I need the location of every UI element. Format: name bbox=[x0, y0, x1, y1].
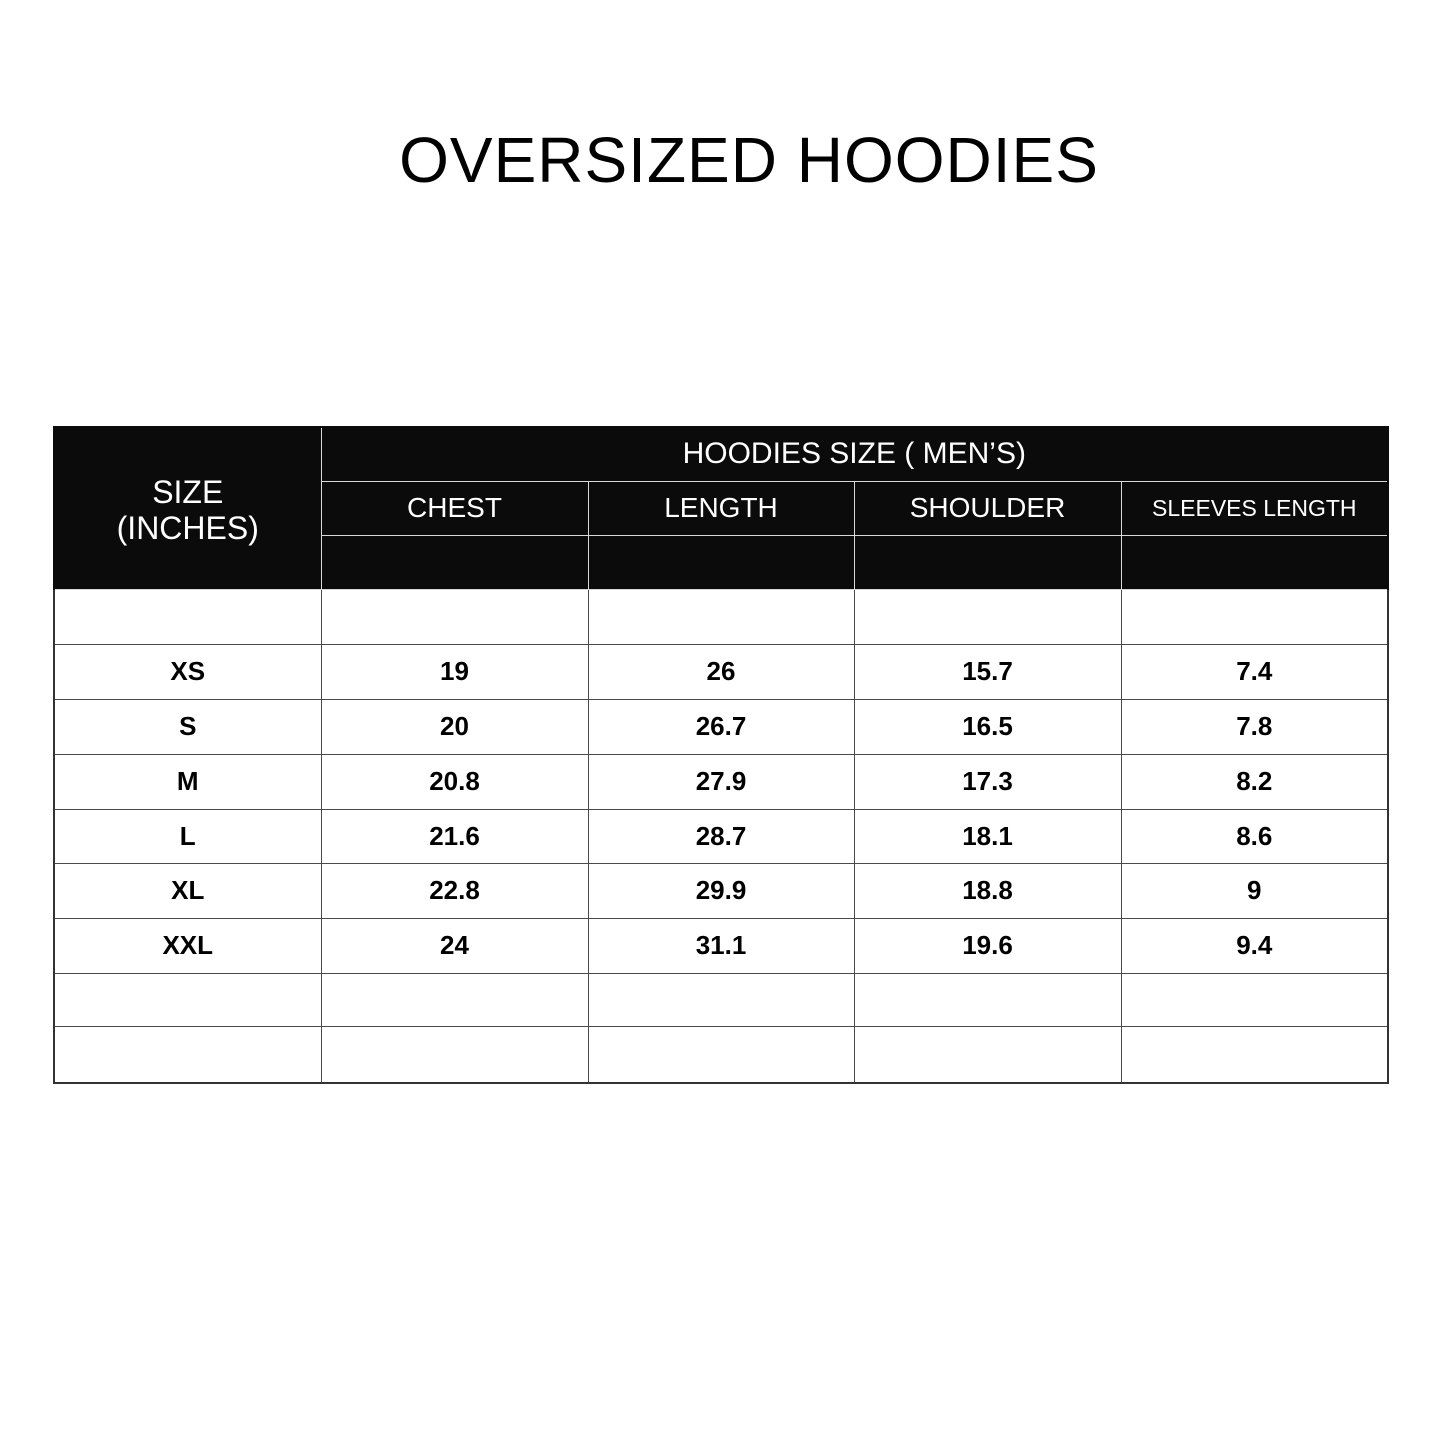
cell-shoulder: 15.7 bbox=[854, 644, 1121, 699]
cell-size bbox=[54, 589, 321, 644]
cell-sleeves bbox=[1121, 1026, 1388, 1083]
column-header-shoulder: SHOULDER bbox=[854, 481, 1121, 535]
cell-size: XL bbox=[54, 863, 321, 918]
cell-sleeves: 9 bbox=[1121, 863, 1388, 918]
cell-shoulder: 18.8 bbox=[854, 863, 1121, 918]
cell-length: 26.7 bbox=[588, 699, 854, 754]
cell-length bbox=[588, 589, 854, 644]
cell-sleeves: 7.8 bbox=[1121, 699, 1388, 754]
table-row bbox=[54, 699, 1388, 754]
cell-size: M bbox=[54, 754, 321, 809]
cell-sleeves bbox=[1121, 973, 1388, 1026]
cell-chest: 24 bbox=[321, 918, 588, 973]
cell-sleeves: 8.6 bbox=[1121, 809, 1388, 863]
cell-shoulder bbox=[854, 589, 1121, 644]
cell-chest: 20 bbox=[321, 699, 588, 754]
header-blank-cell bbox=[1121, 535, 1388, 589]
size-header bbox=[54, 427, 321, 589]
cell-shoulder: 18.1 bbox=[854, 809, 1121, 863]
cell-sleeves: 9.4 bbox=[1121, 918, 1388, 973]
cell-length bbox=[588, 973, 854, 1026]
size-chart-table bbox=[53, 426, 1389, 1084]
cell-length bbox=[588, 1026, 854, 1083]
cell-sleeves: 7.4 bbox=[1121, 644, 1388, 699]
cell-chest bbox=[321, 973, 588, 1026]
page-title: OVERSIZED HOODIES bbox=[399, 124, 1099, 196]
cell-length: 27.9 bbox=[588, 754, 854, 809]
column-header-length: LENGTH bbox=[588, 481, 854, 535]
cell-length: 26 bbox=[588, 644, 854, 699]
cell-chest: 19 bbox=[321, 644, 588, 699]
column-header-sleeves-length: SLEEVES LENGTH bbox=[1121, 481, 1388, 535]
column-header-chest: CHEST bbox=[321, 481, 588, 535]
cell-sleeves: 8.2 bbox=[1121, 754, 1388, 809]
cell-size: S bbox=[54, 699, 321, 754]
cell-size bbox=[54, 1026, 321, 1083]
table-row bbox=[54, 863, 1388, 918]
cell-shoulder: 17.3 bbox=[854, 754, 1121, 809]
table-row bbox=[54, 1026, 1388, 1083]
cell-shoulder: 16.5 bbox=[854, 699, 1121, 754]
cell-chest: 22.8 bbox=[321, 863, 588, 918]
cell-shoulder bbox=[854, 973, 1121, 1026]
table-row bbox=[54, 754, 1388, 809]
cell-length: 28.7 bbox=[588, 809, 854, 863]
cell-chest bbox=[321, 1026, 588, 1083]
table-row bbox=[54, 918, 1388, 973]
size-header-line2: (INCHES) bbox=[116, 510, 259, 547]
header-blank-cell bbox=[588, 535, 854, 589]
cell-shoulder bbox=[854, 1026, 1121, 1083]
size-header-line1: SIZE bbox=[152, 474, 224, 511]
table-row bbox=[54, 973, 1388, 1026]
cell-shoulder: 19.6 bbox=[854, 918, 1121, 973]
hoodies-size-group-header: HOODIES SIZE ( MEN’S) bbox=[321, 427, 1388, 481]
header-blank-cell bbox=[321, 535, 588, 589]
cell-length: 29.9 bbox=[588, 863, 854, 918]
cell-sleeves bbox=[1121, 589, 1388, 644]
cell-chest: 20.8 bbox=[321, 754, 588, 809]
cell-length: 31.1 bbox=[588, 918, 854, 973]
header-blank-cell bbox=[854, 535, 1121, 589]
cell-size: XXL bbox=[54, 918, 321, 973]
cell-chest bbox=[321, 589, 588, 644]
table-row bbox=[54, 809, 1388, 863]
header-row-group bbox=[54, 427, 1388, 481]
cell-size: L bbox=[54, 809, 321, 863]
cell-size: XS bbox=[54, 644, 321, 699]
table-row bbox=[54, 589, 1388, 644]
table-row bbox=[54, 644, 1388, 699]
cell-size bbox=[54, 973, 321, 1026]
cell-chest: 21.6 bbox=[321, 809, 588, 863]
